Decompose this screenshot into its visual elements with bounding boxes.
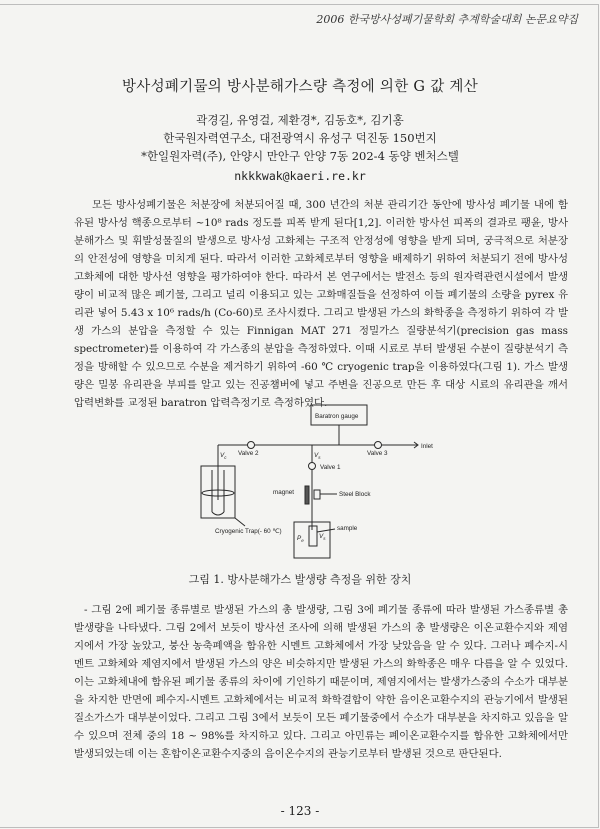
page-number: - 123 - (280, 804, 320, 818)
body-paragraph-2: - 그림 2에 폐기물 종류별로 발생된 가스의 총 발생량, 그림 3에 폐기물 종류에 따라 발생된 가스종류별 총 발생량을 나타냈다. 그림 2에서 보듯이 방사선 조사에 의해 발생된 가스의 총 발생량은 이온교환수지와 제염지에서 가장 높았고, 붕산 농축폐액을 함유한 시멘트 고화체에서 가장 낮았음을 알 수 있다. 그러나 폐수지-시멘트 고화체와 제염지에서 발생된 가스의 양은 비슷하지만 발생된 가스의 화학종은 매우 다름을 알 수 있었다. 이는 고화체내에 함유된 폐기물 종류의 차이에 기인하기 때문이며, 제염지에서는 발생가스중의 수소가 대부분을 차지한 반면에 폐수지-시멘트 고화체에서는 비교적 화학결합이 약한 음이온교환수지의 관능기에서 발생된 질소가스가 대부분이었다. 그리고 그림 3에서 보듯이 모든 폐기물중에서 수소가 대부분을 차지하고 있음을 알 수 있으며 전체 중의 18 ~ 98%를 차지하고 있다. 그리고 아민류는 폐이온교환수지를 함유한 고화체에서만 발생되었는데 이는 혼합이온교환수지중의 음이온수지의 관능기로부터 발생된 것으로 판단된다. (74, 604, 568, 760)
trap-tube-bottom (212, 512, 224, 515)
vs-symbol: $V_s$ (319, 533, 326, 541)
figure-caption: 그림 1. 방사분해가스 발생량 측정을 위한 장치 (188, 573, 412, 586)
valve-1-icon (309, 463, 316, 470)
magnet-label: magnet (273, 489, 295, 496)
valve-1-label: Valve 1 (320, 464, 341, 471)
running-header: 2006 한국방사성폐기물학회 추계학술대회 논문요약집 (316, 13, 578, 26)
steel-block-icon (314, 490, 320, 499)
apparatus-figure (175, 402, 443, 560)
vc-symbol: $V_c$ (220, 452, 227, 460)
sample-label: sample (337, 525, 358, 532)
valve-2-icon (248, 442, 255, 449)
pe-symbol: $P_e$ (297, 535, 304, 543)
affiliation-2: *한일원자력(주), 안양시 만안구 안양 7동 202-4 동양 벤처스텔 (141, 149, 459, 163)
steel-block-label: Steel Block (339, 491, 371, 498)
cryogenic-trap-label: Cryogenic Trap(- 60 ℃) (215, 528, 282, 535)
affiliation-1: 한국원자력연구소, 대전광역시 유성구 덕진동 150번지 (163, 131, 437, 145)
baratron-label: Baratron gauge (315, 413, 359, 420)
author-email: nkkkwak@kaeri.re.kr (234, 169, 366, 183)
sample-ampoule (309, 526, 317, 546)
paper-title: 방사성폐기물의 방사분해가스량 측정에 의한 G 값 계산 (121, 79, 479, 95)
valve-3-icon (375, 442, 382, 449)
trap-pointer (235, 518, 245, 526)
valve-2-label: Valve 2 (238, 450, 259, 457)
sample-pointer (317, 529, 335, 532)
magnet-icon (305, 486, 309, 504)
apparatus-diagram (175, 402, 443, 560)
author-list: 곽경길, 유영걸, 제환경*, 김동호*, 김기홍 (196, 113, 404, 127)
inlet-label: Inlet (421, 443, 433, 450)
valve-3-label: Valve 3 (367, 450, 388, 457)
body-paragraph-1: 모든 방사성폐기물은 처분장에 처분되어질 때, 300 년간의 처분 관리기간 동안에 방사성 폐기물 내에 함유된 방사성 핵종으로부터 ~10⁸ rads 정도를 피폭 받게 된다[1,2]. 이러한 방사선 피폭의 결과로 팽윤, 방사분해가스 및 휘발성물질의 발생으로 방사성 고화체는 구조적 안정성에 영향을 받게 되며, 궁극적으로 처분장의 안전성에 영향을 미치게 된다. 따라서 이러한 고화체로부터 영향을 배제하기 위하여 처분되기 전에 방사성 고화체에 대한 방사선 영향을 평가하여야 한다. 따라서 본 연구에서는 발전소 등의 원자력관련시설에서 발생량이 비교적 많은 폐기물, 그리고 널리 이용되고 있는 고화매질들을 선정하여 이들 폐기물의 소량을 pyrex 유리관 넣어 5.43 x 10⁶ rads/h (Co-60)로 조사시켰다. 그리고 발생된 가스의 화학종을 측정하기 위하여 각 발생 가스의 분압을 측정할 수 있는 Finnigan MAT 271 정밀가스 질량분석기(precision gas mass spectrometer)를 이용하여 각 가스종의 분압을 측정하였다. 이때 시료로 부터 발생된 수분이 질량분석기 측정을 방해할 수 있으므로 수분을 제거하기 위하여 -60 ℃ cryogenic trap을 이용하였다(그림 1). 가스 발생량은 밀봉 유리관을 부피를 알고 있는 진공챔버에 넣고 주변을 진공으로 만든 후 대상 시료의 유리관을 깨서 압력변화를 교정된 baratron 압력측정기로 측정하였다. (74, 199, 568, 409)
v-top-symbol: $V_s$ (314, 452, 321, 460)
